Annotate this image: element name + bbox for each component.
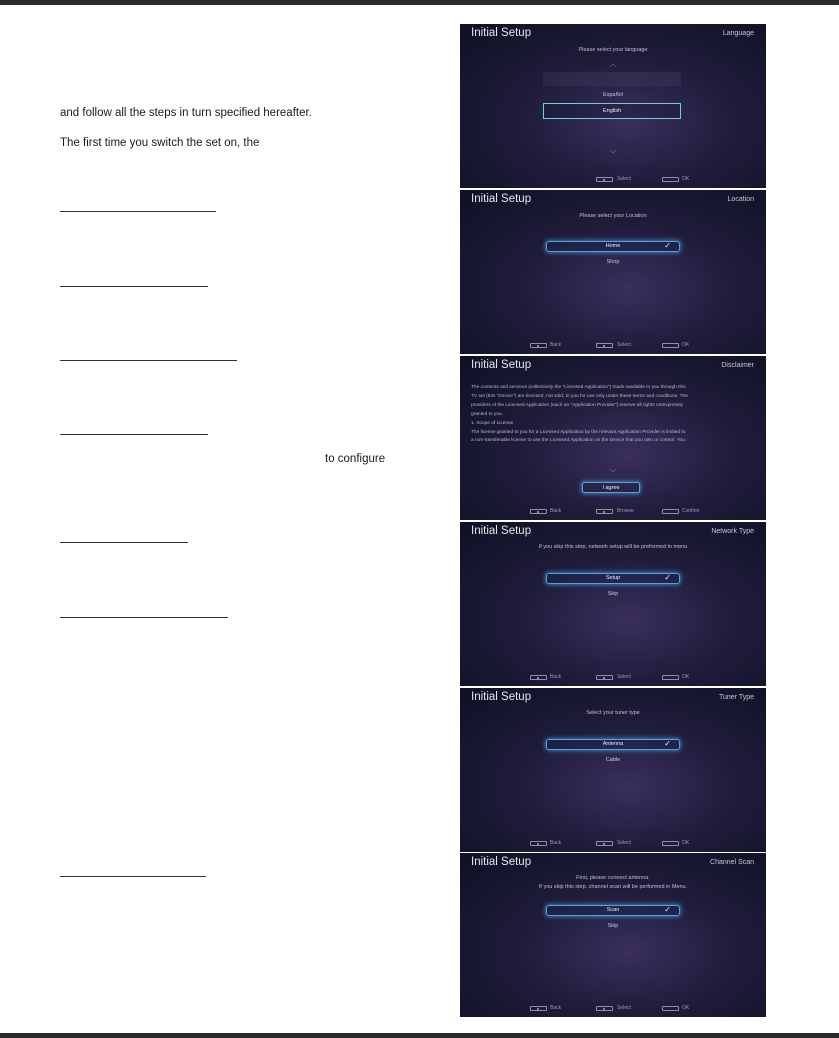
screen-title: Initial Setup — [471, 856, 532, 868]
screen-title: Initial Setup — [471, 193, 532, 205]
footer-back: Back — [550, 1005, 562, 1011]
check-icon: ✓ — [664, 739, 671, 748]
screen-title: Initial Setup — [471, 27, 532, 39]
top-rule — [0, 0, 839, 5]
heading-underline-5 — [60, 542, 188, 543]
screen-prompt: If you skip this step, network setup will be preformed in menu — [538, 544, 688, 550]
agree-button[interactable] — [582, 482, 640, 493]
confirm-key-icon — [662, 509, 679, 514]
language-option-english[interactable] — [543, 103, 681, 119]
footer-ok: OK — [682, 342, 690, 348]
chevron-down-icon[interactable]: ﹀ — [609, 470, 617, 477]
footer-hints — [460, 176, 766, 184]
footer-back: Back — [550, 342, 562, 348]
ok-key-icon — [662, 1006, 679, 1011]
footer-ok: OK — [682, 176, 690, 182]
chevron-up-icon[interactable]: ︿ — [609, 61, 617, 68]
key-dot — [537, 677, 539, 679]
footer-select: Select — [617, 342, 631, 348]
screen-prompt-line-1: First, please connect antenna. — [576, 875, 650, 881]
footer-select: Select — [617, 840, 631, 846]
scan-option-scan[interactable] — [546, 905, 680, 916]
screen-prompt: Please select your language — [578, 47, 648, 53]
ok-key-icon — [662, 343, 679, 348]
key-dot — [537, 511, 539, 513]
footer-back: Back — [550, 840, 562, 846]
screen-name: Location — [727, 196, 754, 203]
manual-text-configure: to configure — [325, 453, 386, 465]
location-option-home[interactable] — [546, 241, 680, 252]
disclaimer-line: a non-transferable license to use the Licensed Application on the Device that you own or control. You — [471, 438, 685, 444]
footer-hints — [460, 342, 766, 350]
bottom-rule — [0, 1033, 839, 1038]
disclaimer-line: The license granted to you for a Licensed Application by the relevant Application Provider is limited to — [471, 429, 686, 435]
network-option-setup[interactable] — [546, 573, 680, 584]
screen-title: Initial Setup — [471, 691, 532, 703]
channel-scan-screen — [460, 853, 766, 1017]
heading-underline-6 — [60, 617, 228, 618]
screen-name: Disclaimer — [721, 362, 754, 369]
footer-ok: OK — [682, 674, 690, 680]
footer-select: Select — [617, 176, 631, 182]
tuner-option-cable[interactable]: Cable — [605, 757, 621, 763]
language-option-espanol[interactable]: Español — [603, 92, 623, 98]
footer-hints — [460, 508, 766, 516]
key-dot — [537, 345, 539, 347]
footer-select: Select — [617, 1005, 631, 1011]
heading-underline-3 — [60, 360, 237, 361]
disclaimer-line: The contents and services (collectively the "Licensed Application") made available to you through this — [471, 385, 686, 390]
tuner-type-screen — [460, 688, 766, 852]
screen-name: Tuner Type — [718, 694, 754, 701]
key-dot — [603, 843, 605, 845]
disclaimer-line: granted to you. — [471, 411, 504, 417]
check-icon: ✓ — [664, 905, 671, 914]
footer-ok: OK — [682, 1005, 690, 1011]
heading-underline-7 — [60, 876, 206, 877]
option-label: English — [602, 108, 622, 114]
manual-text-line-2: The first time you switch the set on, the — [60, 137, 260, 149]
manual-text-line-1: and follow all the steps in turn specified hereafter. — [60, 107, 312, 119]
ok-key-icon — [662, 177, 679, 182]
option-label: Scan — [606, 907, 620, 913]
option-label: Setup — [605, 575, 621, 581]
screen-title: Initial Setup — [471, 525, 532, 537]
tuner-option-antenna[interactable] — [546, 739, 680, 750]
location-option-shop[interactable]: Shop — [606, 259, 620, 265]
footer-hints — [460, 840, 766, 848]
footer-back: Back — [550, 674, 562, 680]
screen-prompt-line-2: If you skip this step, channel scan will be performed in Menu. — [538, 884, 688, 890]
check-icon: ✓ — [664, 241, 671, 250]
check-icon: ✓ — [664, 573, 671, 582]
ok-key-icon — [662, 841, 679, 846]
scan-option-skip[interactable]: Skip — [607, 923, 619, 929]
ok-key-icon — [662, 675, 679, 680]
option-label: Antenna — [602, 741, 624, 747]
option-label: Home — [605, 243, 621, 249]
key-dot — [603, 179, 605, 181]
screen-prompt: Please select your Location — [579, 213, 647, 219]
key-dot — [603, 511, 605, 513]
disclaimer-screen — [460, 356, 766, 520]
screen-title: Initial Setup — [471, 359, 532, 371]
location-screen — [460, 190, 766, 354]
screen-name: Channel Scan — [710, 859, 754, 866]
heading-underline-4 — [60, 434, 208, 435]
disclaimer-text — [471, 384, 759, 446]
footer-hints — [460, 674, 766, 682]
footer-hints — [460, 1005, 766, 1013]
footer-ok: OK — [682, 840, 690, 846]
agree-label: I agree — [602, 484, 620, 491]
chevron-down-icon[interactable]: ﹀ — [609, 151, 617, 158]
key-dot — [603, 345, 605, 347]
disclaimer-line: providers of the Licensed Application (each an "Application Provider") reserve all rights notexpressly — [471, 402, 683, 408]
key-dot — [537, 1008, 539, 1010]
footer-back: Back — [550, 508, 562, 514]
heading-underline-1 — [60, 211, 216, 212]
heading-underline-2 — [60, 286, 208, 287]
footer-select: Select — [617, 674, 631, 680]
language-screen — [460, 24, 766, 188]
language-option-faded — [543, 72, 681, 86]
screen-name: Language — [722, 30, 754, 37]
key-dot — [603, 677, 605, 679]
footer-confirm: Confirm — [682, 508, 700, 514]
footer-browse: Browse — [617, 508, 634, 514]
screen-prompt: Select your tuner type — [586, 710, 640, 716]
screen-name: Network Type — [711, 528, 754, 535]
key-dot — [603, 1008, 605, 1010]
disclaimer-line: TV set (this "Device") are licensed, not sold, to you for use only under these terms and conditions. The — [471, 393, 688, 399]
network-option-skip[interactable]: Skip — [607, 591, 619, 597]
network-type-screen — [460, 522, 766, 686]
disclaimer-line: 1. Scope of License — [471, 420, 514, 426]
key-dot — [537, 843, 539, 845]
